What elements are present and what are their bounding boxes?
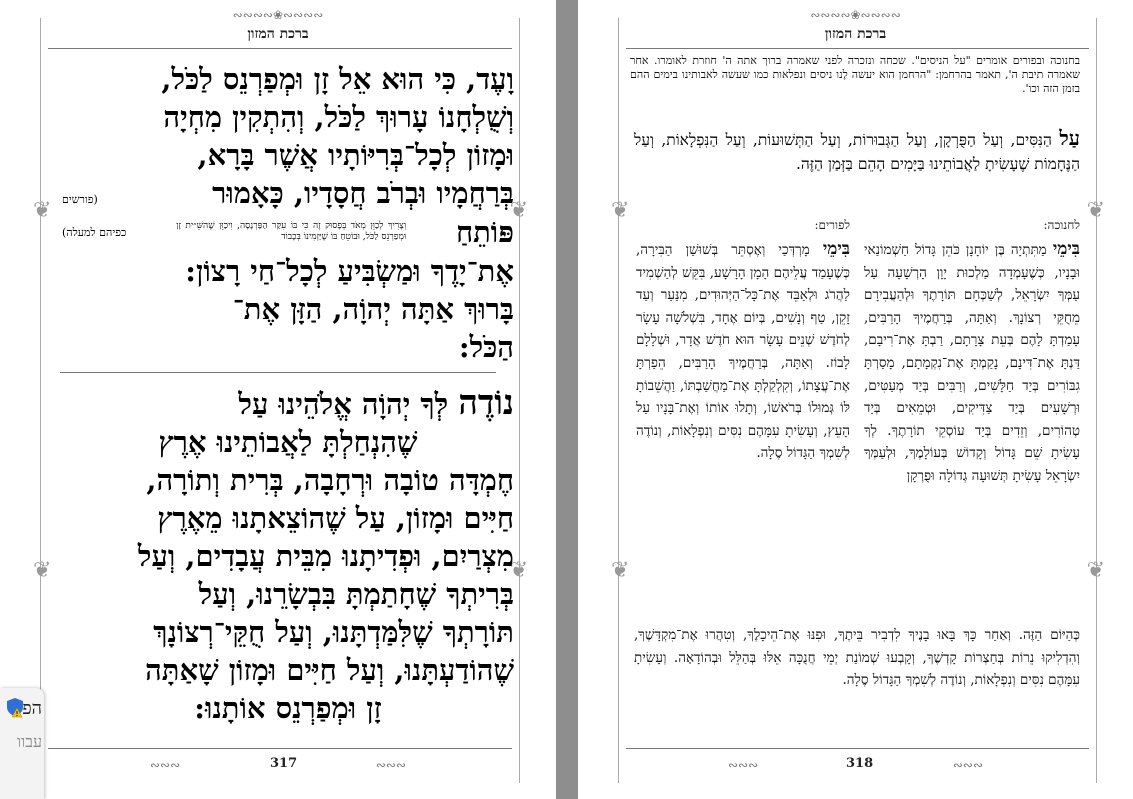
chanukah-label: לחנוכה: (1043, 218, 1080, 232)
purim-lead-word: בִּימֵי (822, 239, 850, 259)
purim-text: מָרְדְּכַי וְאֶסְתֵּר בְּשׁוּשַׁן הַבִּירָה, כְּשֶׁעָמַד עֲלֵיהֶם הָמָן הָרָשָׁע, בִּקֵּשׁ לְהַשְׁמִיד לַהֲרֹג וּלְאַבֵּד אֶת־כָּל־הַיְּהוּדִים, מִנַּעַר וְעַד זָקֵן, טַף וְנָשִׁים, בְּיוֹם אֶחָד, בִּשְׁלֹשָׁה עָשָׂר לְחֹדֶשׁ שְׁנֵים עָשָׂר הוּא חֹדֶשׁ אֲדָר, וּשְׁלָלָם לָבוֹז. וְאַתָּה, בְּרַחֲמֶיךָ הָרַבִּים, הֵפַרְתָּ אֶת־עֲצָתוֹ, וְקִלְקַלְתָּ אֶת־מַחֲשַׁבְתּוֹ, וַהֲשֵׁבוֹתָ לּוֹ גְּמוּלוֹ בְּרֹאשׁוֹ, וְתָלוּ אוֹתוֹ וְאֶת־בָּנָיו עַל הָעֵץ, וְעָשִׂיתָ עִמָּהֶם נִסִּים וְנִפְלָאוֹת, וְנוֹדֶה לְשִׁמְךָ הַגָּדוֹל סֶלָה. (636, 242, 850, 462)
text-line: תּוֹרָתְךָ שֶׁלִּמַּדְתָּנוּ, וְעַל חֻקֵּי־רְצוֹנָךְ (153, 615, 514, 649)
footer-rule (626, 748, 1089, 749)
side-ornament: ❦ (1086, 198, 1105, 223)
text-line: בְּרִיתְךָ שֶׁחָתַמְתָּ בִּבְשָׂרֵנוּ, וְעַל (198, 577, 514, 611)
footer-ornament: ∾∾∾ (150, 758, 181, 772)
page-header: ברכת המזון (824, 26, 887, 42)
nodeh-lead-word: נוֹדֶה (458, 383, 514, 423)
chanukah-column (864, 238, 1080, 622)
page-318 (578, 0, 1133, 799)
footer-ornament: ∾∾∾ (952, 758, 983, 772)
header-rule (48, 48, 512, 49)
text-line: אֶת־יָדֶךָ וּמַשְׂבִּיעַ לְכָל־חַי רָצוֹן: (185, 254, 514, 288)
text-line: לְּךָ יְהוָֹה אֱלֹהֵינוּ עַל (238, 387, 449, 421)
footer-ornament: ∾∾∾ (375, 758, 406, 772)
side-note: (פורשים (62, 193, 98, 206)
page-317 (0, 0, 556, 799)
page-header: ברכת המזון (247, 26, 309, 42)
side-ornament: ❦ (611, 558, 630, 583)
side-ornament: ❦ (33, 558, 52, 583)
side-ornament: ❦ (33, 198, 52, 223)
kavanah-note: וְצָרִיךְ לְכַוֵּן מְאֹד בְּפָסוּק זֶה כִּי בּוֹ עִקַּר הַפַּרְנָסָה, וִיכַוֵּן שֶׁהשֵּׁ״ית זָן וּמְפַרְנֵס לַכֹּל, וּבוֹטֵחַ בּוֹ שֶׁיַּזְמִינוֹ בְּכָבוֹד (176, 221, 407, 242)
birkat-text-block (62, 60, 514, 366)
text-line: וְשֻׁלְחָנוֹ עָרוּךְ לַכֹּל, וְהִתְקִין מִחְיָה (163, 100, 514, 134)
purim-column (636, 238, 850, 622)
side-ornament: ❦ (611, 198, 630, 223)
side-ornament: ❦ (509, 198, 528, 223)
top-ornament: ∾∾∾∾❀∾∾∾∾ (232, 8, 324, 22)
app-overlay[interactable] (0, 688, 44, 799)
text-line: וָעֶד, כִּי הוּא אֵל זָן וּמְפַרְנֵס לַכֹּל, (161, 62, 514, 96)
side-ornament: ❦ (509, 558, 528, 583)
poteach-word: פּוֹתֵחַ (455, 215, 514, 249)
text-line: חֶמְדָּה טוֹבָה וּרְחָבָה, בְּרִית וְתוֹרָה, (146, 463, 514, 497)
footer-ornament: ∾∾∾ (728, 758, 759, 772)
text-line: חַיִּים וּמָזוֹן, עַל שֶׁהוֹצֵאתָנוּ מֵאֶרֶץ (157, 501, 514, 535)
purim-label: לפורים: (814, 218, 850, 232)
overlay-sublabel: עבוו (17, 732, 42, 751)
side-ornament: ❦ (1086, 558, 1105, 583)
al-hanissim-block (634, 126, 1080, 176)
al-hanissim-text: הַנִּסִּים, וְעַל הַפֻּרְקָן, וְעַל הַגְּבוּרוֹת, וְעַל הַתְּשׁוּעוֹת, וְעַל הַנִּפְלָאוֹת, וְעַל הַנֶּחָמוֹת שֶׁעָשִׂיתָ לַאֲבוֹתֵינוּ בַּיָּמִים הָהֵם בַּזְּמַן הַזֶּה. (634, 131, 1080, 173)
text-line: זָן וּמְפַרְנֵס אוֹתָנוּ: (194, 691, 382, 725)
chanukah-lead-word: בִּימֵי (1052, 239, 1080, 259)
side-note: כפיהם למעלה) (62, 225, 127, 239)
overlay-label: הפ (22, 698, 42, 719)
text-line: שֶׁהוֹדַעְתָּנוּ, וְעַל חַיִּים וּמָזוֹן שָׁאַתָּה (145, 653, 514, 687)
text-line: שֶׁהִנְחַלְתָּ לַאֲבוֹתֵינוּ אֶרֶץ (158, 425, 418, 459)
text-line: בְּרַחֲמָיו וּבְרֹב חֲסָדָיו, כָּאָמוּר (212, 176, 514, 210)
page-number: 318 (846, 756, 874, 771)
text-line: בָּרוּךְ אַתָּה יְהוָֹה, הַזָּן אֶת־ (232, 292, 514, 326)
header-rule (626, 48, 1089, 49)
text-line: מִצְרַיִם, וּפְדִיתָנוּ מִבֵּית עֲבָדִים, וְעַל (137, 539, 514, 573)
text-line: וּמָזוֹן לְכָל־בְּרִיּוֹתָיו אֲשֶׁר בָּרָא, (197, 138, 514, 172)
chanukah-text: מַתִּתְיָה בֶּן יוֹחָנָן כֹּהֵן גָּדוֹל חַשְׁמוֹנַאי וּבָנָיו, כְּשֶׁעָמְדָה מַלְכוּת יָוָן הָרְשָׁעָה עַל עַמְּךָ יִשְׂרָאֵל, לְשַׁכְּחָם תּוֹרָתֶךָ וּלְהַעֲבִירָם מֵחֻקֵּי רְצוֹנָךְ. וְאַתָּה, בְּרַחֲמֶיךָ הָרַבִּים, עָמַדְתָּ לָהֶם בְּעֵת צָרָתָם, רַבְתָּ אֶת־רִיבָם, דַּנְתָּ אֶת־דִּינָם, נָקַמְתָּ אֶת־נִקְמָתָם, מָסַרְתָּ גִבּוֹרִים בְּיַד חַלָּשִׁים, וְרַבִּים בְּיַד מְעַטִּים, וּרְשָׁעִים בְּיַד צַדִּיקִים, וּטְמֵאִים בְּיַד טְהוֹרִים, וְזֵדִים בְּיַד עוֹסְקֵי תוֹרָתֶךָ. לְךָ עָשִׂיתָ שֵׁם גָּדוֹל וְקָדוֹשׁ בְּעוֹלָמֶךָ, וּלְעַמְּךָ יִשְׂרָאֵל עָשִׂיתָ תְּשׁוּעָה גְדוֹלָה וּפֻרְקָן (864, 242, 1080, 484)
nodeh-block (62, 384, 514, 727)
al-lead-word: עַל (1059, 126, 1080, 150)
footer-rule (48, 748, 512, 749)
chanukah-continuation: כְּהַיּוֹם הַזֶּה. וְאַחַר כָּךְ בָּאוּ בָנֶיךָ לִדְבִיר בֵּיתֶךָ, וּפִנּוּ אֶת־הֵיכָלֶךָ, וְטִהֲרוּ אֶת־מִקְדָּשֶׁךָ, וְהִדְלִיקוּ נֵרוֹת בְּחַצְרוֹת קָדְשֶׁךָ, וְקָבְעוּ שְׁמוֹנַת יְמֵי חֲנֻכָּה אֵלּוּ בְּהַלֵּל וּבְהוֹדָאָה. וְעָשִׂיתָ עִמָּהֶם נִסִּים וְנִפְלָאוֹת, וְנוֹדֶה לְשִׁמְךָ הַגָּדוֹל סֶלָה. (634, 627, 1080, 689)
section-rule (60, 372, 496, 373)
text-line: הַכֹּל: (458, 330, 514, 364)
page-number: 317 (270, 756, 298, 771)
instruction-note: בחנוכה ובפורים אומרים "על הניסים". שכחה ונזכרה לפני שאמרה ברוך אתה ה' חוזרת לאומרו. אחר שאמרה תיבת ה', תאמר בהרחמן: "הרחמן הוא יעשה לָנו ניסים ונפלאות כמו שעשה לאבותינו בימים ההם בזמן הזה וכו'. (630, 54, 1080, 95)
top-ornament: ∾∾∾∾❀∾∾∾∾ (810, 8, 901, 22)
